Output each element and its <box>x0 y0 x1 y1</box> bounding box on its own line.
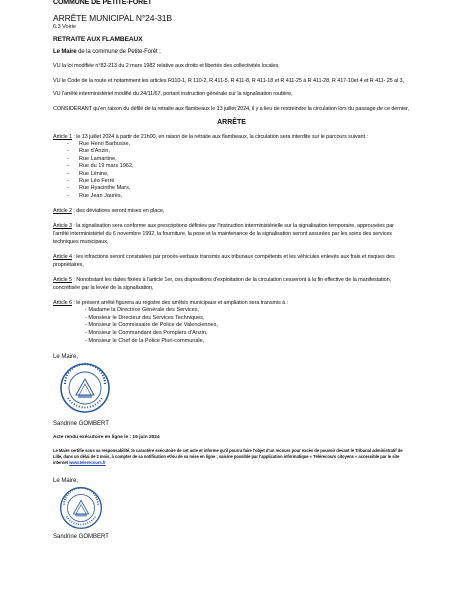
article-6 <box>53 299 410 307</box>
list-item: - Madame la Directrice Générale des Services, <box>85 307 200 314</box>
article-3 <box>53 222 410 246</box>
article-4 <box>53 253 410 269</box>
article-label: Article 4 <box>53 254 72 261</box>
arrete-title: ARRÊTE <box>217 119 246 126</box>
document-subject: RETRAITE AUX FLAMBEAUX <box>53 36 143 43</box>
list-item: - Rue Jean Jaurès, <box>67 192 123 199</box>
article-1 <box>53 133 410 141</box>
list-item: - Monsieur le Commandant des Pompiers d'Anzin, <box>85 330 208 337</box>
article-label: Article 6 <box>53 300 72 307</box>
list-item: - Monsieur le Chef de la Police Pluri-communale, <box>85 337 205 344</box>
mairie-seal-icon <box>59 362 111 414</box>
list-item: - Rue d'Anzin, <box>67 148 111 155</box>
signature-title-2: Le Maire, <box>53 478 79 485</box>
list-item: - Rue du 19 mars 1962, <box>67 163 134 170</box>
signature-title: Le Maire, <box>53 354 79 361</box>
article-text: : la signalisation sera conforme aux prescriptions définies par l'instruction interministérielle sur la signalisation temporaire, approuvées par l'arrêté interministériel du 6 novembre 1992, la fourniture, la pose et la maintenance de la signalisation seront assurées par les soins des services techniques municipaux, <box>53 223 394 246</box>
signer-name: Sandrine GOMBERT <box>53 421 109 428</box>
article-text: : Nonobstant les dates fixées à l'article 1er, ces dispositions d'exploitation de la circulation cesseront à la fin effective de la manifestation, concrétisée par la levée de la signalisation, <box>53 277 391 292</box>
telerecours-link[interactable]: www.telerecours.fr <box>69 460 106 466</box>
vu-paragraph: VU le Code de la route et notamment les articles R110-1, R 110-2, R 411-5, R 411-8, R 411-18 et R 411-25 à R 411-28, R 417-10et 4 et R 411- 25 al 3, <box>53 78 404 84</box>
list-item: - Rue Hyacinthe Mars, <box>67 185 131 192</box>
list-item: - Rue Henri Barbusse, <box>67 141 131 147</box>
vu-paragraph: VU la loi modifiée n°82-213 du 2 mars 1982 relative aux droits et libertés des collectivités locales, <box>53 63 280 69</box>
considerant-paragraph: CONSIDÉRANT qu'en raison du défilé de la retraite aux flambeaux le 13 juillet 2024, il y a lieu de restreindre la circulation lors du passage de ce dernier, <box>53 106 409 112</box>
article-label: Article 1 <box>53 134 72 140</box>
recipient-list <box>53 307 410 345</box>
article-label: Article 3 <box>53 223 72 230</box>
legal-notice-text: Le Maire certifie sous sa responsabilité, le caractère exécutoire de cet acte et informe qu'il pourra faire l'objet d'un recours pour excès de pouvoir devant le Tribunal administratif de Lille, dans un délai de 2 mois, à compter de sa notification et/ou de sa mise en ligne ; saisine possible par l'application informatique « Télérecours citoyens » accessible par le site internet <box>53 448 403 466</box>
signer-name-2: Sandrine GOMBERT <box>53 534 109 541</box>
list-item: - Rue Léo Ferré <box>67 178 115 185</box>
article-text: : le 13 juillet 2024 à partir de 21h00, en raison de la retraite aux flambeaux, la circulation sera interdite sur le parcours suivant : <box>71 134 368 140</box>
list-item: - Rue Lénine, <box>67 170 109 177</box>
article-2 <box>53 207 410 215</box>
commune-heading: COMMUNE DE PETITE-FORET <box>53 0 152 6</box>
vu-paragraph: VU l'arrêté interministériel modifié du 24/11/67, portant instruction générale sur la signalisation routière, <box>53 91 293 97</box>
article-5 <box>53 276 410 292</box>
article-text: : le présent arrêté figurera au registre des arrêtés municipaux et ampliation sera transmis à : <box>71 300 288 307</box>
classification-code: 6.3 Voirie <box>53 24 76 30</box>
article-label: Article 2 <box>53 208 72 215</box>
article-label: Article 5 <box>53 277 72 284</box>
intro-line <box>53 49 410 55</box>
arrete-number: ARRÊTE MUNICIPAL N°24-31B <box>53 13 172 23</box>
intro-rest: de la commune de Petite-Forêt ; <box>76 49 161 55</box>
list-item: - Rue Lamartine, <box>67 155 117 162</box>
intro-bold: Le Maire <box>53 49 77 55</box>
article-text: : les infractions seront constatées par procès-verbaux transmis aux tribunaux compétents et les véhicules enlevés aux frais et risques des propriétaires, <box>53 254 395 269</box>
article-text: : des déviations seront mises en place, <box>71 208 165 215</box>
list-item: - Monsieur le Commissaire de Police de Valenciennes, <box>85 322 218 329</box>
legal-notice <box>53 448 410 466</box>
street-list <box>53 141 410 200</box>
executory-date: Acte rendu exécutoire en ligne le : 19 juin 2024 <box>53 435 160 441</box>
mairie-seal-icon <box>59 486 103 530</box>
list-item: - Monsieur le Directeur des Services Techniques, <box>85 314 205 321</box>
